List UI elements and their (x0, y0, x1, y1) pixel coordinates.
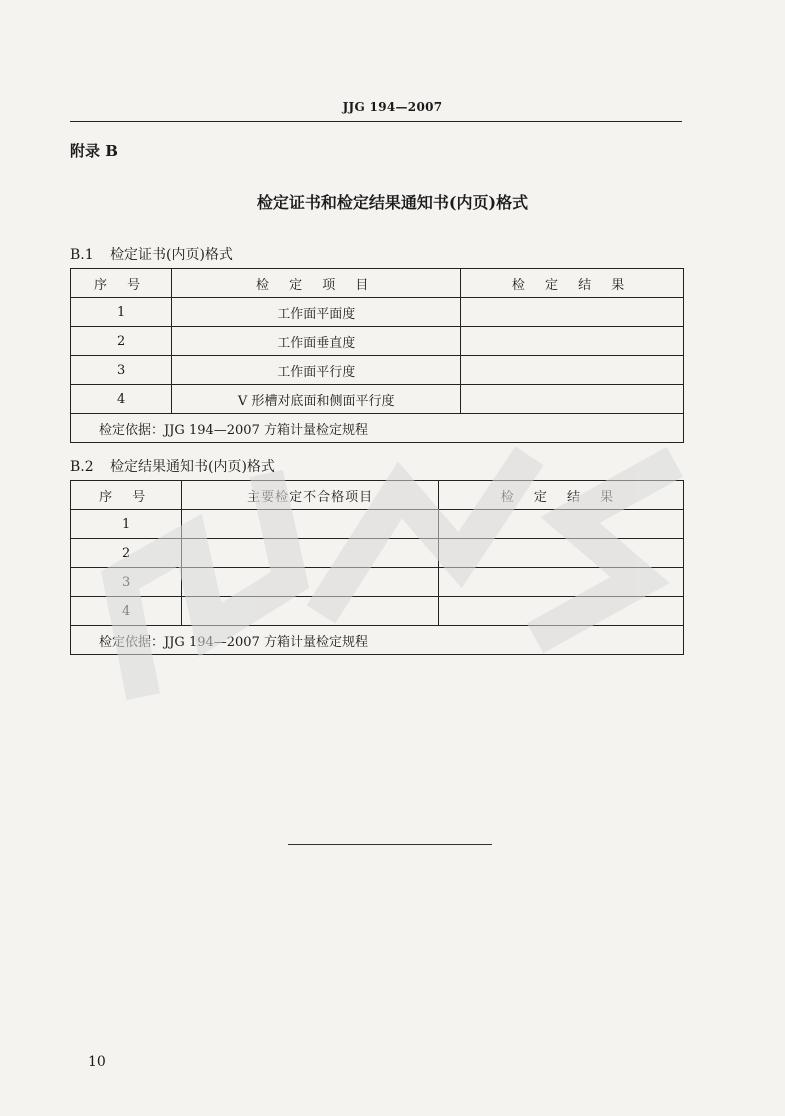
row-no: 2 (71, 327, 172, 356)
header-item: 主要检定不合格项目 (182, 481, 438, 510)
row-result (461, 385, 684, 414)
row-item (182, 510, 438, 539)
row-result (438, 510, 683, 539)
header-no: 序 号 (71, 269, 172, 298)
row-no: 4 (71, 385, 172, 414)
section-number: B.1 (70, 247, 94, 263)
page-number: 10 (88, 1054, 106, 1070)
notice-table (70, 480, 684, 655)
row-item (182, 568, 438, 597)
header-result: 检 定 结 果 (461, 269, 684, 298)
section-number: B.2 (70, 459, 94, 475)
running-header: JJG 194—2007 (342, 100, 443, 114)
row-item: 工作面平行度 (172, 356, 461, 385)
row-item: 工作面平面度 (172, 298, 461, 327)
verification-basis: 检定依据：JJG 194—2007 方箱计量检定规程 (71, 626, 684, 655)
header-item: 检 定 项 目 (172, 269, 461, 298)
table-row (71, 356, 684, 385)
section-b2-heading (70, 456, 275, 476)
row-no: 4 (71, 597, 182, 626)
basis-row (71, 414, 684, 443)
end-rule (288, 844, 492, 845)
table-header-row (71, 481, 684, 510)
table-row (71, 298, 684, 327)
row-result (461, 327, 684, 356)
row-item (182, 597, 438, 626)
header-no: 序 号 (71, 481, 182, 510)
appendix-label: 附录 B (70, 142, 118, 160)
table-row (71, 539, 684, 568)
row-result (438, 597, 683, 626)
table-row (71, 510, 684, 539)
row-result (461, 356, 684, 385)
section-title: 检定结果通知书(内页)格式 (110, 459, 275, 475)
basis-row (71, 626, 684, 655)
table-row (71, 327, 684, 356)
header-result: 检 定 结 果 (438, 481, 683, 510)
row-item (182, 539, 438, 568)
table-row (71, 385, 684, 414)
row-item: 工作面垂直度 (172, 327, 461, 356)
table-header-row (71, 269, 684, 298)
header-rule (70, 121, 682, 122)
table-row (71, 568, 684, 597)
page-title: 检定证书和检定结果通知书(内页)格式 (256, 193, 529, 212)
certificate-table (70, 268, 684, 443)
section-b1-heading (70, 244, 233, 264)
row-result (438, 539, 683, 568)
verification-basis: 检定依据：JJG 194—2007 方箱计量检定规程 (71, 414, 684, 443)
row-no: 2 (71, 539, 182, 568)
table-row (71, 597, 684, 626)
section-title: 检定证书(内页)格式 (110, 247, 233, 263)
row-no: 3 (71, 356, 172, 385)
row-result (461, 298, 684, 327)
row-no: 1 (71, 510, 182, 539)
row-no: 1 (71, 298, 172, 327)
row-no: 3 (71, 568, 182, 597)
row-item: V 形槽对底面和侧面平行度 (172, 385, 461, 414)
row-result (438, 568, 683, 597)
